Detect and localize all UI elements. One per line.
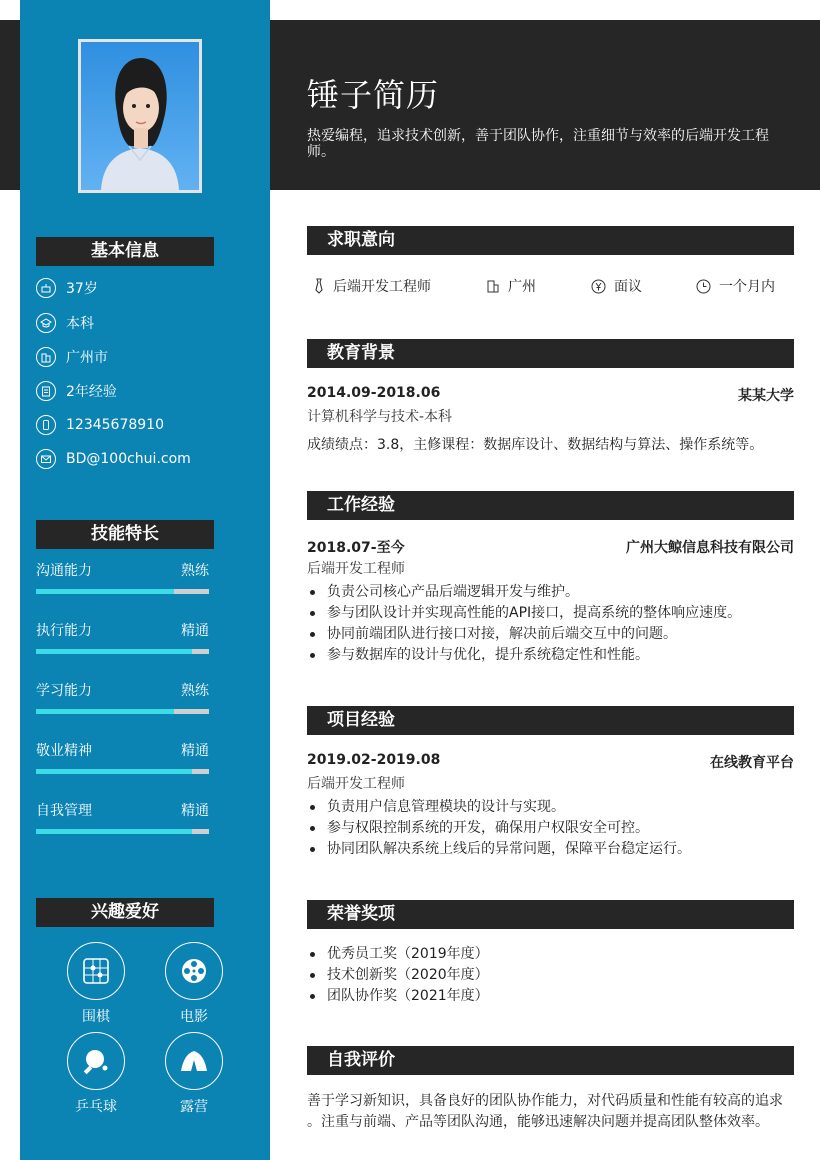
hobby-pingpong xyxy=(61,1032,131,1116)
skill-bar-fill xyxy=(36,649,192,654)
skill-bar-fill xyxy=(36,769,192,774)
work-role: 后端开发工程师 xyxy=(307,561,405,577)
education-title: 教育背景 xyxy=(327,343,395,363)
info-email-text: BD@100chui.com xyxy=(66,451,191,467)
basic-info-heading: 基本信息 xyxy=(36,237,214,266)
list-item: 负责用户信息管理模块的设计与实现。 xyxy=(307,797,794,818)
profile-photo xyxy=(78,39,202,193)
resume-tagline: 热爱编程，追求技术创新，善于团队协作，注重细节与效率的后端开发工程师。 xyxy=(307,128,769,160)
intent-title: 求职意向 xyxy=(327,230,395,250)
info-experience-text: 2年经验 xyxy=(66,384,117,400)
work-title: 工作经验 xyxy=(327,495,395,515)
work-company: 广州大鲸信息科技有限公司 xyxy=(626,540,794,556)
hobby-label: 围棋 xyxy=(82,1009,110,1025)
skill-level: 熟练 xyxy=(181,563,209,579)
skill-item xyxy=(36,681,209,701)
work-bullets xyxy=(307,582,794,666)
list-item: 参与数据库的设计与优化，提升系统稳定性和性能。 xyxy=(307,645,794,666)
honors-heading xyxy=(307,900,794,929)
tie-icon xyxy=(313,278,325,294)
mail-icon xyxy=(36,449,56,469)
hobbies-heading: 兴趣爱好 xyxy=(36,898,214,927)
list-item: 优秀员工奖（2019年度） xyxy=(307,944,794,965)
self-eval-heading xyxy=(307,1046,794,1075)
work-entry-head xyxy=(307,537,794,557)
skill-name: 学习能力 xyxy=(36,683,92,699)
list-item: 协同前端团队进行接口对接，解决前后端交互中的问题。 xyxy=(307,624,794,645)
intent-heading xyxy=(307,226,794,255)
self-eval-line-2: 。注重与前端、产品等团队沟通，能够迅速解决问题并提高团队整体效率。 xyxy=(307,1114,769,1130)
hobby-go xyxy=(61,942,131,1026)
education-entry-head xyxy=(307,385,794,405)
list-item: 协同团队解决系统上线后的异常问题，保障平台稳定运行。 xyxy=(307,839,794,860)
tent-icon xyxy=(165,1032,223,1090)
skill-bar xyxy=(36,589,209,594)
skill-name: 执行能力 xyxy=(36,623,92,639)
education-period: 2014.09-2018.06 xyxy=(307,385,441,401)
info-age-text: 37岁 xyxy=(66,281,98,297)
honors-title: 荣誉奖项 xyxy=(327,904,395,924)
list-item: 技术创新奖（2020年度） xyxy=(307,965,794,986)
info-phone-text: 12345678910 xyxy=(66,417,164,433)
skill-bar-fill xyxy=(36,589,174,594)
hobby-movie xyxy=(159,942,229,1026)
skill-bar xyxy=(36,709,209,714)
hobby-label: 电影 xyxy=(180,1009,208,1025)
intent-position xyxy=(313,276,431,296)
skill-bar-fill xyxy=(36,829,192,834)
education-heading xyxy=(307,339,794,368)
info-education-text: 本科 xyxy=(66,316,94,332)
work-heading xyxy=(307,491,794,520)
skill-bar xyxy=(36,649,209,654)
skill-name: 自我管理 xyxy=(36,803,92,819)
project-role: 后端开发工程师 xyxy=(307,776,405,792)
education-major: 计算机科学与技术-本科 xyxy=(307,409,453,425)
film-reel-icon xyxy=(165,942,223,1000)
info-age xyxy=(36,277,98,299)
resume-name: 锤子简历 xyxy=(307,76,440,114)
education-school: 某某大学 xyxy=(738,388,794,404)
skill-name: 敬业精神 xyxy=(36,743,92,759)
list-item: 参与团队设计并实现高性能的API接口，提高系统的整体响应速度。 xyxy=(307,603,794,624)
work-period: 2018.07-至今 xyxy=(307,540,405,556)
intent-salary-text: 面议 xyxy=(614,279,642,295)
skill-bar xyxy=(36,829,209,834)
skill-bar xyxy=(36,769,209,774)
list-item: 团队协作奖（2021年度） xyxy=(307,986,794,1007)
info-education xyxy=(36,312,94,334)
skill-level: 精通 xyxy=(181,803,209,819)
graduation-cap-icon xyxy=(36,313,56,333)
skill-bar-fill xyxy=(36,709,174,714)
phone-icon xyxy=(36,415,56,435)
city-icon xyxy=(486,279,500,293)
info-email xyxy=(36,448,191,470)
skill-item xyxy=(36,621,209,641)
building-icon xyxy=(36,347,56,367)
project-title: 项目经验 xyxy=(327,710,395,730)
info-city-text: 广州市 xyxy=(66,350,108,366)
project-period: 2019.02-2019.08 xyxy=(307,752,441,768)
hobby-label: 乒乓球 xyxy=(75,1099,117,1115)
hobby-camping xyxy=(159,1032,229,1116)
hobby-label: 露营 xyxy=(180,1099,208,1115)
self-eval-title: 自我评价 xyxy=(327,1050,395,1070)
intent-availability-text: 一个月内 xyxy=(719,279,775,295)
project-bullets xyxy=(307,797,794,860)
list-item: 参与权限控制系统的开发，确保用户权限安全可控。 xyxy=(307,818,794,839)
education-detail: 成绩绩点：3.8，主修课程：数据库设计、数据结构与算法、操作系统等。 xyxy=(307,437,764,453)
project-name: 在线教育平台 xyxy=(710,755,794,771)
skill-name: 沟通能力 xyxy=(36,563,92,579)
skill-level: 精通 xyxy=(181,743,209,759)
intent-salary xyxy=(591,276,642,296)
honors-bullets xyxy=(307,944,794,1007)
skill-item xyxy=(36,561,209,581)
info-phone xyxy=(36,414,164,436)
intent-city xyxy=(486,276,536,296)
skill-item xyxy=(36,741,209,761)
ping-pong-icon xyxy=(67,1032,125,1090)
project-entry-head xyxy=(307,752,794,772)
clipboard-icon xyxy=(36,381,56,401)
list-item: 负责公司核心产品后端逻辑开发与维护。 xyxy=(307,582,794,603)
intent-position-text: 后端开发工程师 xyxy=(333,279,431,295)
intent-city-text: 广州 xyxy=(508,279,536,295)
yen-icon xyxy=(591,279,606,294)
info-experience xyxy=(36,380,117,402)
self-eval-line-1: 善于学习新知识，具备良好的团队协作能力，对代码质量和性能有较高的追求 xyxy=(307,1093,783,1109)
info-city xyxy=(36,346,108,368)
skill-level: 熟练 xyxy=(181,683,209,699)
skill-item xyxy=(36,801,209,821)
project-heading xyxy=(307,706,794,735)
intent-availability xyxy=(696,276,775,296)
go-board-icon xyxy=(67,942,125,1000)
skill-level: 精通 xyxy=(181,623,209,639)
clock-icon xyxy=(696,279,711,294)
skills-heading: 技能特长 xyxy=(36,520,214,549)
cake-icon xyxy=(36,278,56,298)
